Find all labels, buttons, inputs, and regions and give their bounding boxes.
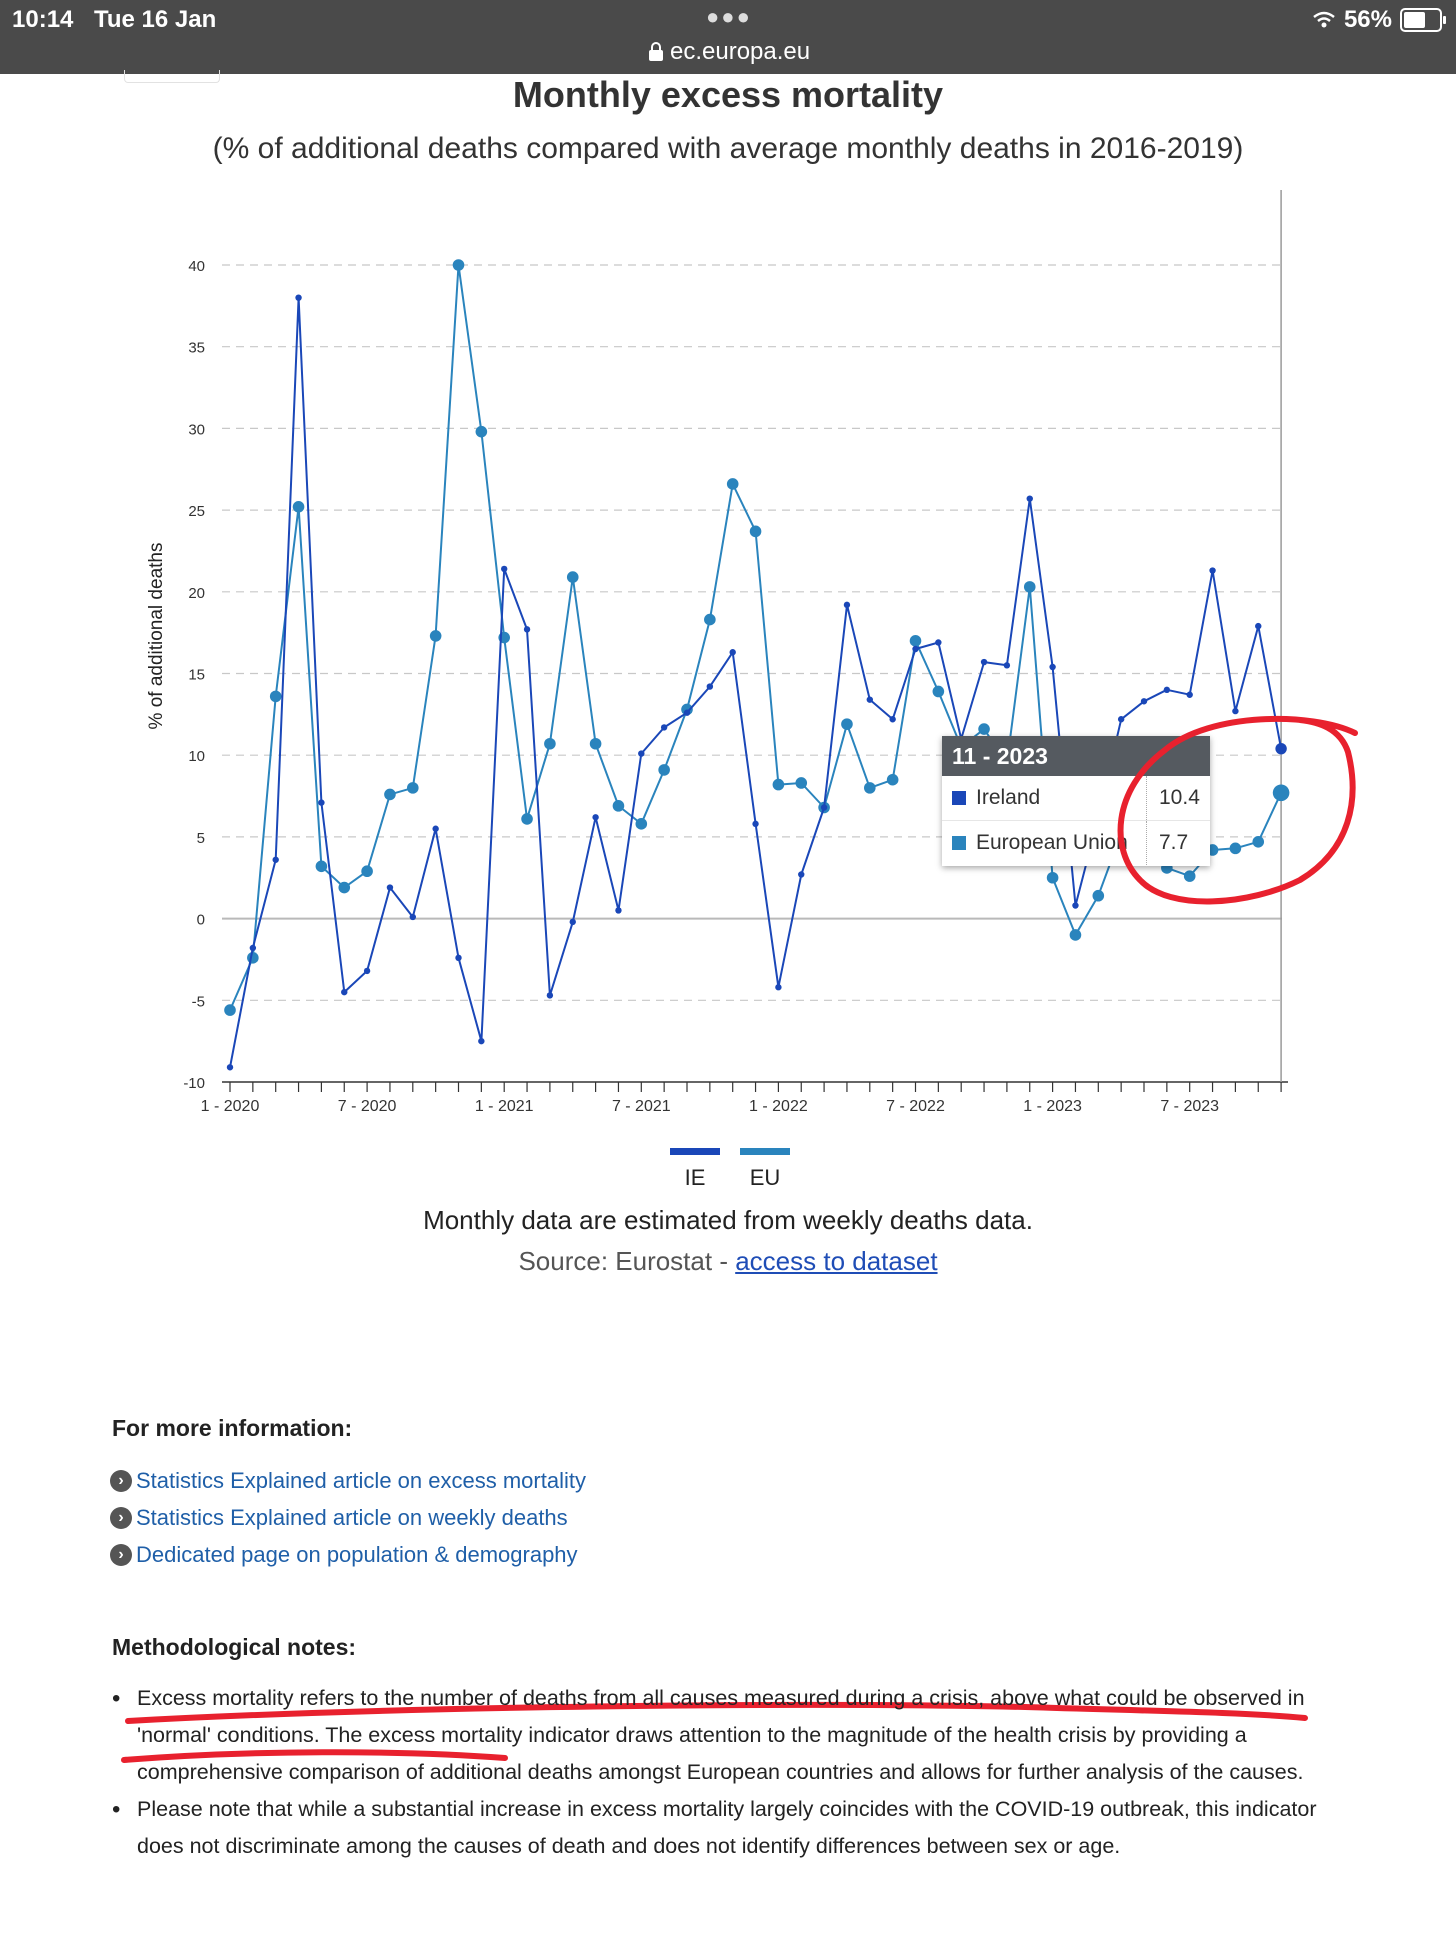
y-tick-label: 25 bbox=[188, 503, 205, 521]
status-time: 10:14 bbox=[12, 6, 74, 33]
info-link[interactable] bbox=[110, 1462, 586, 1499]
data-point-eu bbox=[293, 501, 305, 513]
tooltip-header: 11 - 2023 bbox=[942, 736, 1210, 776]
data-point-ie bbox=[547, 992, 553, 998]
y-tick-label: 20 bbox=[188, 584, 205, 602]
url-text: ec.europa.eu bbox=[670, 38, 811, 65]
x-tick-label: 7 - 2020 bbox=[337, 1098, 397, 1115]
data-point-ie bbox=[250, 945, 256, 951]
data-point-eu bbox=[978, 723, 990, 735]
info-link-text[interactable]: Statistics Explained article on weekly deaths bbox=[136, 1504, 568, 1530]
data-point-ie bbox=[273, 857, 279, 863]
data-point-eu bbox=[910, 635, 922, 647]
data-point-ie bbox=[1027, 495, 1033, 501]
y-tick-label: 35 bbox=[188, 339, 205, 357]
data-point-ie bbox=[1141, 698, 1147, 704]
legend-label-eu: EU bbox=[749, 1165, 781, 1190]
chart-tooltip bbox=[942, 736, 1210, 866]
data-point-ie bbox=[844, 602, 850, 608]
data-point-ie bbox=[455, 955, 461, 961]
data-point-ie bbox=[432, 826, 438, 832]
data-point-eu bbox=[453, 259, 465, 271]
more-info-links bbox=[110, 1462, 586, 1573]
data-point-eu bbox=[407, 782, 419, 794]
data-point-eu bbox=[1273, 784, 1290, 801]
data-point-eu bbox=[1252, 836, 1264, 848]
data-point-eu bbox=[727, 478, 739, 490]
data-point-eu bbox=[1093, 890, 1105, 902]
data-point-ie bbox=[501, 566, 507, 572]
data-point-eu bbox=[795, 777, 807, 789]
y-tick-label: 0 bbox=[196, 911, 205, 929]
data-point-eu bbox=[1070, 929, 1082, 941]
x-tick-label: 7 - 2022 bbox=[886, 1098, 945, 1115]
source-prefix: Source: Eurostat - bbox=[518, 1246, 736, 1276]
data-point-ie bbox=[1187, 692, 1193, 698]
data-point-eu bbox=[1047, 872, 1059, 884]
data-point-eu bbox=[361, 865, 373, 877]
chevron-right-icon: › bbox=[110, 1470, 132, 1492]
data-point-ie bbox=[410, 914, 416, 920]
eu-swatch bbox=[952, 836, 966, 850]
y-tick-label: 30 bbox=[188, 421, 205, 439]
y-tick-label: -5 bbox=[191, 993, 205, 1011]
data-point-eu bbox=[476, 426, 488, 438]
data-point-eu bbox=[316, 861, 328, 873]
legend-swatch-eu bbox=[740, 1148, 790, 1155]
legend-label-ie: IE bbox=[684, 1165, 706, 1190]
data-point-ie bbox=[592, 814, 598, 820]
info-link[interactable] bbox=[110, 1499, 586, 1536]
data-point-eu bbox=[613, 800, 625, 812]
data-point-ie bbox=[707, 683, 713, 689]
data-point-ie bbox=[1209, 567, 1215, 573]
chart-legend bbox=[670, 1148, 790, 1191]
data-point-ie bbox=[615, 907, 621, 913]
dataset-link[interactable]: access to dataset bbox=[735, 1246, 938, 1276]
data-point-ie bbox=[912, 646, 918, 652]
legend-item-ie[interactable] bbox=[670, 1148, 720, 1191]
data-point-eu bbox=[1184, 870, 1196, 882]
data-point-ie bbox=[478, 1038, 484, 1044]
tooltip-row-eu bbox=[942, 821, 1210, 865]
status-date: Tue 16 Jan bbox=[94, 6, 217, 33]
data-point-eu bbox=[704, 614, 716, 626]
method-note-item: • Excess mortality refers to the number of deaths from all causes measured during a crisis, above what could be observed in 'normal' conditions. The excess mortality indicator draws attention to the magnitude of the health crisis by providing a comprehensive comparison of additional deaths amongst European countries and allows for further analysis of the causes. bbox=[112, 1680, 1352, 1791]
chart-title: Monthly excess mortality bbox=[512, 74, 944, 115]
data-point-eu bbox=[1024, 581, 1036, 593]
data-point-ie bbox=[1049, 664, 1055, 670]
data-point-ie bbox=[295, 294, 301, 300]
data-point-ie bbox=[364, 968, 370, 974]
y-tick-label: 40 bbox=[188, 258, 205, 275]
legend-item-eu[interactable] bbox=[740, 1148, 790, 1191]
data-point-ie bbox=[684, 710, 690, 716]
x-tick-label: 1 - 2020 bbox=[200, 1098, 260, 1115]
chevron-right-icon: › bbox=[110, 1544, 132, 1566]
data-point-ie bbox=[889, 716, 895, 722]
legend-swatch-ie bbox=[670, 1148, 720, 1155]
chart-note: Monthly data are estimated from weekly deaths data. bbox=[423, 1205, 1033, 1235]
x-tick-label: 1 - 2023 bbox=[1023, 1098, 1082, 1115]
data-point-eu bbox=[841, 718, 853, 730]
x-tick-label: 7 - 2021 bbox=[611, 1098, 671, 1115]
data-point-eu bbox=[887, 774, 899, 786]
data-point-eu bbox=[658, 764, 670, 776]
info-link-text[interactable]: Dedicated page on population & demography bbox=[136, 1541, 578, 1567]
y-axis-title: % of additional deaths bbox=[146, 542, 167, 730]
data-point-eu bbox=[384, 789, 396, 801]
x-tick-label: 7 - 2023 bbox=[1160, 1098, 1220, 1115]
ireland-swatch bbox=[952, 791, 966, 805]
y-tick-label: 5 bbox=[196, 829, 205, 847]
data-point-ie bbox=[867, 696, 873, 702]
data-point-ie bbox=[1255, 623, 1261, 629]
data-point-ie bbox=[570, 919, 576, 925]
data-point-eu bbox=[430, 630, 442, 642]
data-point-ie bbox=[1232, 708, 1238, 714]
method-notes-heading: Methodological notes: bbox=[112, 1634, 357, 1660]
method-note-item: • Please note that while a substantial increase in excess mortality largely coincides with the COVID-19 outbreak, this indicator does not discriminate among the causes of death and does not identify differences between sex or age. bbox=[112, 1791, 1352, 1865]
data-point-ie bbox=[798, 871, 804, 877]
more-dots-icon[interactable]: ●●● bbox=[706, 4, 752, 29]
x-tick-label: 1 - 2022 bbox=[749, 1098, 808, 1115]
y-tick-label: -10 bbox=[183, 1075, 205, 1092]
tooltip-series-name: European Union bbox=[976, 831, 1128, 854]
data-point-ie bbox=[752, 821, 758, 827]
data-point-eu bbox=[338, 882, 350, 894]
data-point-ie bbox=[318, 799, 324, 805]
chevron-right-icon: › bbox=[110, 1507, 132, 1529]
battery-percent: 56% bbox=[1343, 6, 1392, 33]
tooltip-series-name: Ireland bbox=[976, 786, 1041, 809]
data-point-ie bbox=[775, 984, 781, 990]
data-point-ie bbox=[1275, 743, 1286, 754]
data-point-eu bbox=[544, 738, 556, 750]
data-point-eu bbox=[1230, 843, 1242, 855]
y-tick-label: 10 bbox=[188, 748, 205, 766]
data-point-eu bbox=[864, 782, 876, 794]
data-point-ie bbox=[1118, 716, 1124, 722]
chart-source bbox=[0, 1246, 1456, 1277]
data-point-eu bbox=[750, 526, 762, 538]
data-point-eu bbox=[224, 1004, 236, 1016]
data-point-ie bbox=[935, 639, 941, 645]
data-point-ie bbox=[387, 884, 393, 890]
data-point-ie bbox=[821, 804, 827, 810]
data-point-eu bbox=[247, 952, 259, 964]
x-tick-label: 1 - 2021 bbox=[474, 1098, 534, 1115]
tooltip-series-value: 7.7 bbox=[1146, 821, 1188, 865]
data-point-eu bbox=[270, 691, 282, 703]
data-point-eu bbox=[590, 738, 602, 750]
data-point-ie bbox=[981, 659, 987, 665]
chart-subtitle: (% of additional deaths compared with average monthly deaths in 2016-2019) bbox=[212, 132, 1244, 165]
data-point-ie bbox=[524, 626, 530, 632]
data-point-ie bbox=[1164, 687, 1170, 693]
data-point-ie bbox=[1072, 902, 1078, 908]
tooltip-row-ireland bbox=[942, 776, 1210, 821]
info-link[interactable] bbox=[110, 1536, 586, 1573]
tooltip-series-value: 10.4 bbox=[1146, 776, 1200, 820]
data-point-ie bbox=[661, 724, 667, 730]
y-tick-label: 15 bbox=[188, 666, 205, 684]
series-line-ie bbox=[230, 298, 1281, 1068]
data-point-ie bbox=[227, 1064, 233, 1070]
info-link-text[interactable]: Statistics Explained article on excess mortality bbox=[136, 1467, 586, 1493]
method-notes-list bbox=[112, 1680, 1352, 1865]
more-info-heading: For more information: bbox=[112, 1415, 353, 1441]
data-point-eu bbox=[567, 571, 579, 583]
data-point-ie bbox=[341, 989, 347, 995]
data-point-ie bbox=[1004, 662, 1010, 668]
data-point-eu bbox=[773, 779, 785, 791]
data-point-ie bbox=[730, 649, 736, 655]
data-point-ie bbox=[638, 750, 644, 756]
data-point-eu bbox=[933, 686, 945, 698]
data-point-eu bbox=[636, 818, 648, 830]
data-point-eu bbox=[521, 813, 533, 825]
